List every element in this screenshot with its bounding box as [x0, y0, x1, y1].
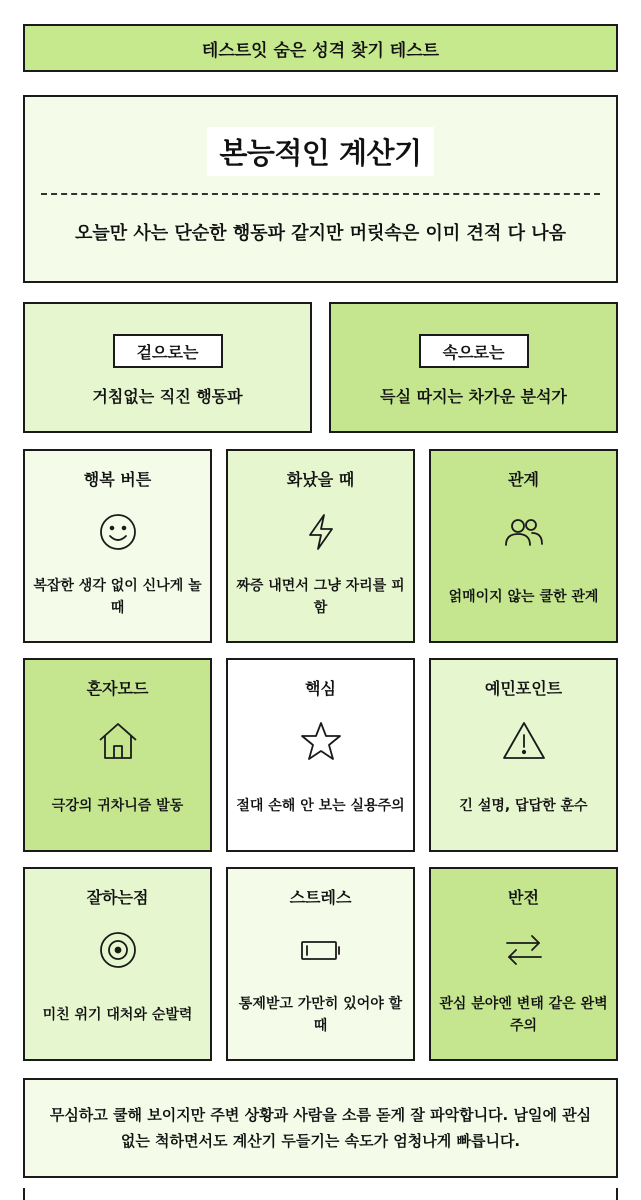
outer-face-desc: 거침없는 직진 행동파	[92, 387, 243, 406]
card-twist	[429, 867, 618, 1061]
card-title: 핵심	[305, 679, 336, 698]
card-core	[226, 658, 415, 852]
card-happy-button	[23, 449, 212, 643]
card-desc: 관심 분야엔 변태 같은 완벽주의	[439, 995, 608, 1034]
card-title: 반전	[508, 888, 539, 907]
lightning-icon	[298, 509, 344, 555]
card-title: 예민포인트	[484, 679, 563, 698]
card-desc: 복잡한 생각 없이 신나게 놀 때	[33, 577, 202, 616]
inner-face-desc: 득실 따지는 차가운 분석가	[380, 387, 567, 406]
dashed-divider	[41, 193, 600, 195]
result-hero-card	[23, 95, 618, 283]
card-title: 잘하는점	[86, 888, 149, 907]
card-title: 스트레스	[289, 888, 352, 907]
summary-text: 무심하고 쿨해 보이지만 주변 상황과 사람을 소름 돋게 잘 파악합니다. 남일에 관심 없는 척하면서도 계산기 두들기는 속도가 엄청나게 빠릅니다.	[49, 1105, 592, 1150]
card-relationship	[429, 449, 618, 643]
card-alone-mode	[23, 658, 212, 852]
page-header-title: 테스트잇 숨은 성격 찾기 테스트	[201, 40, 440, 61]
inner-face-card	[329, 302, 618, 433]
result-title-text: 본능적인 계산기	[207, 127, 433, 176]
warning-icon	[501, 718, 547, 764]
swap-arrows-icon	[501, 927, 547, 973]
card-when-angry	[226, 449, 415, 643]
card-desc: 극강의 귀차니즘 발동	[51, 797, 184, 814]
outer-face-tag: 겉으로는	[113, 334, 223, 368]
card-desc: 짜증 내면서 그냥 자리를 피함	[236, 577, 405, 616]
card-desc: 미친 위기 대처와 순발력	[42, 1006, 193, 1023]
card-desc: 통제받고 가만히 있어야 할 때	[238, 995, 403, 1034]
card-strengths	[23, 867, 212, 1061]
target-icon	[95, 927, 141, 973]
frame-left-edge	[23, 1188, 25, 1200]
card-title: 관계	[508, 470, 539, 489]
result-subtitle: 오늘만 사는 단순한 행동파 같지만 머릿속은 이미 견적 다 나옴	[74, 223, 567, 244]
result-title	[25, 127, 616, 176]
smile-icon	[95, 509, 141, 555]
card-desc: 절대 손해 안 보는 실용주의	[236, 797, 405, 814]
users-icon	[501, 509, 547, 555]
summary-card	[23, 1078, 618, 1178]
star-icon	[298, 718, 344, 764]
card-stress	[226, 867, 415, 1061]
card-title: 행복 버튼	[83, 470, 152, 489]
home-icon	[95, 718, 141, 764]
card-sensitive-point	[429, 658, 618, 852]
card-title: 혼자모드	[86, 679, 149, 698]
card-desc: 긴 설명, 답답한 훈수	[459, 797, 588, 814]
page-header	[23, 24, 618, 72]
inner-face-tag: 속으로는	[419, 334, 529, 368]
card-desc: 얽매이지 않는 쿨한 관계	[448, 588, 599, 605]
outer-face-card	[23, 302, 312, 433]
low-battery-icon	[298, 927, 344, 973]
card-title: 화났을 때	[286, 470, 355, 489]
frame-right-edge	[616, 1188, 618, 1200]
